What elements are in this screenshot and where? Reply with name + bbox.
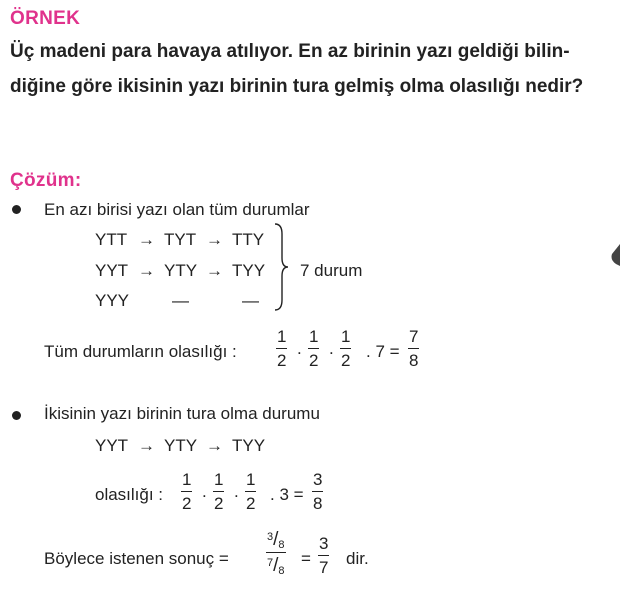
multiplier: . 3 = [270,485,304,504]
bullet-2 [12,411,21,420]
denominator [266,552,286,575]
slash: / [273,529,279,550]
fraction [340,328,351,369]
denominator: 2 [213,491,224,512]
inner-denominator: 8 [278,539,285,551]
numerator: 3 [313,470,323,489]
denominator: 2 [181,491,192,512]
numerator: 1 [341,327,351,346]
equals: = [301,549,311,568]
result-fraction [408,328,419,369]
inner-numerator: 7 [267,557,274,569]
denominator: 8 [408,348,419,369]
fraction [213,471,224,512]
numerator: 1 [309,327,319,346]
dash: — [242,291,259,310]
dot: . [297,339,302,358]
step2-intro: İkisinin yazı birinin tura olma durumu [44,404,320,423]
outcome: YYY [95,291,130,310]
denominator: 2 [340,348,351,369]
arrow: → [138,436,155,455]
arrow: → [206,230,223,249]
conclusion-suffix: dir. [346,549,369,568]
numerator: 7 [409,327,419,346]
step1-intro: En azı birisi yazı olan tüm durumlar [44,200,310,219]
example-heading: ÖRNEK [10,8,81,29]
outcome: YTT [95,230,128,249]
outcome: YTY [164,261,198,280]
arrow: → [206,436,223,455]
numerator [266,530,286,552]
denominator: 2 [245,491,256,512]
denominator: 2 [276,348,287,369]
outcome: TTY [232,230,265,249]
inner-denominator: 8 [278,565,285,577]
conclusion-label: Böylece istenen sonuç = [44,549,229,568]
dot: . [202,482,207,501]
numerator: 1 [277,327,287,346]
fraction [276,328,287,369]
right-brace [272,222,290,312]
fraction [245,471,256,512]
arrow: → [138,261,155,280]
question-line-2: diğine göre ikisinin yazı birinin tura gelmiş olma olasılığı nedir? [10,76,584,97]
bullet-1 [12,205,21,214]
multiplier: . 7 = [366,342,400,361]
outcome: YYT [95,261,129,280]
step1-prob-label: Tüm durumların olasılığı : [44,342,237,361]
question-line-1: Üç madeni para havaya atılıyor. En az birinin yazı geldiği bilin- [10,41,570,62]
result-fraction [318,535,329,576]
step2-prob-label: olasılığı : [95,485,164,504]
fraction [308,328,319,369]
outcome: YYT [95,436,129,455]
dot: . [234,482,239,501]
result-fraction [312,471,323,512]
page-edge-mark [608,244,620,266]
brace-label: 7 durum [300,261,363,280]
arrow: → [138,230,155,249]
dash: — [172,291,189,310]
outcome: TYY [232,261,266,280]
denominator: 8 [312,491,323,512]
outcome: YTY [164,436,198,455]
numerator: 1 [182,470,192,489]
numerator: 1 [214,470,224,489]
numerator: 3 [319,534,329,553]
compound-fraction [266,530,286,575]
numerator: 1 [246,470,256,489]
slash: / [273,555,279,576]
arrow: → [206,261,223,280]
dot: . [329,339,334,358]
fraction [181,471,192,512]
outcome: TYT [164,230,197,249]
solution-label: Çözüm: [10,170,82,191]
denominator: 2 [308,348,319,369]
inner-numerator: 3 [267,531,274,543]
outcome: TYY [232,436,266,455]
denominator: 7 [318,555,329,576]
